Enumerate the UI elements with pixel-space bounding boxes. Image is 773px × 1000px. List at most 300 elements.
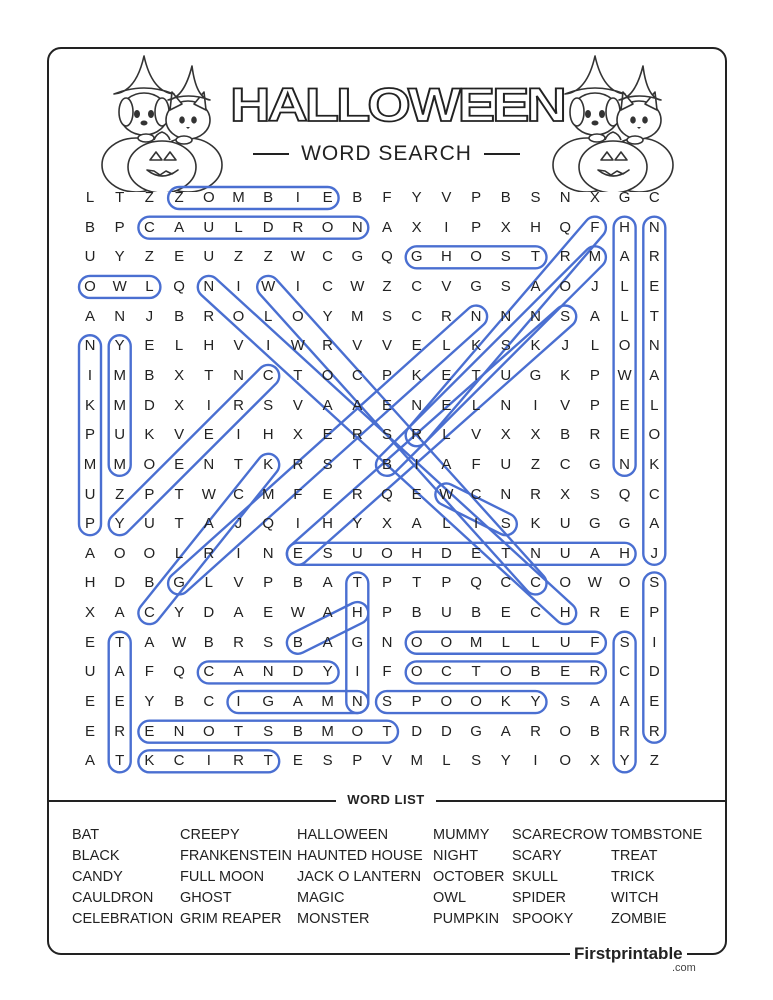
grid-letter: U — [84, 663, 96, 681]
grid-letter: N — [114, 307, 126, 325]
grid-letter: G — [410, 248, 423, 266]
grid-letter: O — [351, 722, 364, 740]
grid-letter: K — [144, 426, 155, 444]
grid-letter: S — [263, 396, 274, 414]
grid-letter: O — [143, 455, 156, 473]
grid-letter: G — [589, 515, 601, 533]
grid-letter: B — [560, 426, 571, 444]
grid-letter: I — [206, 752, 211, 770]
grid-letter: H — [619, 544, 631, 562]
grid-letter: V — [471, 426, 482, 444]
grid-letter: R — [322, 337, 334, 355]
grid-letter: Z — [174, 189, 184, 206]
grid-letter: D — [143, 396, 155, 414]
grid-letter: I — [533, 396, 538, 414]
grid-letter: V — [233, 337, 244, 355]
word-list-item: WITCH — [611, 890, 659, 906]
grid-letter: P — [471, 218, 482, 236]
grid-letter: D — [440, 722, 452, 740]
grid-letter: Q — [559, 218, 572, 236]
grid-letter: R — [648, 248, 660, 266]
grid-letter: E — [203, 426, 214, 444]
grid-letter: A — [619, 693, 630, 711]
grid-letter: A — [322, 604, 333, 622]
grid-letter: O — [113, 544, 126, 562]
grid-letter: S — [381, 693, 392, 711]
grid-letter: W — [439, 485, 454, 503]
grid-letter: X — [381, 515, 392, 533]
grid-letter: E — [471, 544, 482, 562]
grid-letter: O — [410, 663, 423, 681]
grid-letter: U — [143, 515, 155, 533]
grid-letter: R — [233, 752, 244, 770]
grid-letter: V — [441, 277, 452, 295]
grid-letter: C — [500, 574, 512, 592]
grid-letter: R — [530, 485, 541, 503]
grid-letter: C — [470, 485, 482, 503]
word-list-item: HALLOWEEN — [297, 827, 389, 843]
grid-letter: T — [233, 722, 244, 740]
grid-letter: G — [618, 515, 631, 533]
grid-letter: E — [411, 337, 422, 355]
grid-letter: C — [411, 277, 423, 295]
grid-letter: G — [262, 693, 275, 711]
grid-letter: E — [292, 752, 303, 770]
grid-letter: O — [559, 722, 572, 740]
grid-letter: T — [649, 307, 659, 325]
grid-letter: Y — [144, 693, 155, 711]
grid-letter: P — [411, 693, 422, 711]
grid-letter: P — [381, 366, 392, 384]
grid-letter: P — [381, 604, 392, 622]
grid-letter: B — [263, 189, 274, 206]
grid-letter: B — [589, 722, 600, 740]
grid-letter: X — [411, 218, 422, 236]
grid-letter: N — [500, 396, 512, 414]
grid-letter: Z — [382, 277, 392, 295]
word-list-item: MONSTER — [297, 911, 370, 927]
grid-letter: E — [322, 485, 333, 503]
grid-letter: N — [530, 544, 541, 562]
word-list-column-2 — [180, 825, 292, 930]
grid-letter: U — [114, 426, 126, 444]
grid-letter: Q — [381, 485, 393, 503]
grid-letter: O — [321, 366, 334, 384]
grid-letter: O — [381, 544, 393, 562]
grid-letter: P — [589, 396, 600, 414]
grid-letter: B — [352, 189, 363, 206]
grid-letter: N — [648, 218, 660, 236]
grid-letter: E — [84, 722, 95, 740]
grid-letter: H — [619, 218, 631, 236]
grid-letter: E — [619, 396, 630, 414]
grid-letter: P — [441, 574, 452, 592]
grid-letter: R — [440, 307, 452, 325]
grid-letter: A — [500, 722, 511, 740]
grid-letter: N — [530, 307, 541, 325]
grid-letter: R — [233, 396, 244, 414]
grid-letter: A — [174, 218, 185, 236]
grid-letter: Y — [174, 604, 185, 622]
grid-letter: Z — [649, 752, 659, 770]
grid-letter: C — [233, 485, 244, 503]
grid-letter: N — [500, 307, 512, 325]
grid-letter: C — [411, 307, 423, 325]
grid-letter: E — [144, 337, 155, 355]
grid-letter: A — [649, 515, 660, 533]
brand-domain: .com — [672, 962, 696, 974]
word-list-title: WORD LIST — [336, 790, 436, 810]
grid-letter: Q — [173, 277, 185, 295]
word-list-item: GRIM REAPER — [180, 911, 282, 927]
grid-letter: H — [84, 574, 96, 592]
grid-letter: E — [84, 693, 95, 711]
grid-letter: W — [201, 485, 216, 503]
grid-letter: D — [292, 663, 304, 681]
grid-letter: L — [650, 396, 659, 414]
grid-letter: A — [589, 544, 600, 562]
grid-letter: E — [322, 426, 333, 444]
grid-letter: F — [471, 455, 481, 473]
grid-letter: L — [501, 633, 510, 651]
grid-letter: L — [234, 218, 243, 236]
grid-letter: S — [322, 455, 333, 473]
grid-letter: R — [203, 307, 215, 325]
grid-letter: R — [411, 426, 423, 444]
grid-letter: L — [85, 189, 95, 206]
word-list-item: BAT — [72, 827, 100, 843]
grid-letter: T — [471, 663, 481, 681]
word-list-column-4 — [433, 825, 504, 930]
grid-letter: X — [174, 396, 185, 414]
grid-letter: V — [381, 752, 392, 770]
grid-letter: O — [470, 693, 482, 711]
grid-letter: I — [206, 396, 211, 414]
grid-letter: N — [470, 307, 482, 325]
grid-letter: Y — [114, 337, 125, 355]
grid-letter: H — [440, 248, 452, 266]
grid-letter: O — [440, 633, 453, 651]
grid-letter: O — [618, 574, 631, 592]
grid-letter: B — [84, 218, 95, 236]
grid-letter: U — [500, 455, 512, 473]
grid-letter: T — [471, 366, 481, 384]
grid-letter: Y — [322, 663, 333, 681]
grid-letter: K — [144, 752, 155, 770]
grid-letter: Z — [144, 189, 154, 206]
grid-letter: S — [500, 248, 511, 266]
word-list-item: CELEBRATION — [72, 911, 174, 927]
grid-letter: X — [560, 485, 571, 503]
grid-letter: M — [113, 455, 126, 473]
grid-letter: E — [263, 604, 274, 622]
grid-letter: T — [115, 633, 125, 651]
grid-letter: L — [442, 752, 451, 770]
grid-letter: G — [589, 455, 601, 473]
grid-letter: O — [648, 426, 661, 444]
page-title: HALLOWEEN — [230, 77, 564, 132]
grid-letter: I — [295, 515, 300, 533]
grid-letter: P — [263, 574, 274, 592]
grid-letter: O — [559, 574, 572, 592]
grid-letter: R — [351, 426, 363, 444]
grid-letter: N — [381, 633, 393, 651]
grid-letter: W — [290, 604, 305, 622]
grid-letter: G — [351, 633, 364, 651]
grid-letter: E — [174, 455, 185, 473]
grid-letter: R — [114, 722, 126, 740]
word-list-item: FRANKENSTEIN — [180, 848, 292, 864]
grid-letter: I — [236, 693, 241, 711]
grid-letter: W — [290, 337, 305, 355]
grid-letter: U — [559, 515, 571, 533]
grid-letter: G — [351, 248, 364, 266]
grid-letter: O — [440, 693, 453, 711]
grid-letter: R — [648, 722, 660, 740]
grid-letter: N — [173, 722, 185, 740]
word-list-column-3 — [297, 825, 423, 930]
grid-letter: O — [143, 544, 156, 562]
grid-letter: F — [590, 633, 600, 651]
grid-letter: V — [233, 574, 244, 592]
grid-letter: Z — [144, 248, 154, 266]
grid-letter: S — [589, 485, 600, 503]
grid-letter: O — [559, 752, 572, 770]
grid-letter: K — [560, 366, 571, 384]
grid-letter: A — [114, 604, 125, 622]
grid-letter: U — [84, 248, 96, 266]
grid-letter: N — [619, 455, 631, 473]
grid-letter: G — [618, 189, 631, 206]
grid-letter: F — [293, 485, 303, 503]
word-list-item: TREAT — [611, 848, 658, 864]
grid-letter: T — [530, 248, 541, 266]
grid-letter: W — [261, 277, 276, 295]
grid-letter: X — [500, 426, 511, 444]
word-list-item: SPIDER — [512, 890, 566, 906]
word-list-item: TRICK — [611, 869, 655, 885]
grid-letter: Y — [352, 515, 363, 533]
grid-letter: B — [174, 693, 185, 711]
grid-letter: A — [84, 307, 95, 325]
grid-letter: B — [174, 307, 185, 325]
grid-letter: T — [174, 515, 184, 533]
grid-letter: I — [355, 663, 360, 681]
grid-letter: F — [382, 663, 392, 681]
grid-letter: N — [351, 693, 363, 711]
grid-letter: Y — [619, 752, 630, 770]
grid-letter: V — [174, 426, 185, 444]
grid-letter: A — [589, 307, 600, 325]
grid-letter: H — [262, 426, 274, 444]
grid-letter: C — [648, 485, 660, 503]
page-subtitle: WORD SEARCH — [301, 142, 472, 165]
grid-letter: N — [84, 337, 96, 355]
grid-letter: E — [649, 693, 660, 711]
grid-letter: E — [441, 366, 452, 384]
grid-letter: P — [114, 218, 125, 236]
grid-letter: C — [143, 604, 155, 622]
grid-letter: L — [590, 337, 600, 355]
brand-logo-text: Firstprintable — [570, 944, 687, 964]
grid-letter: Y — [114, 515, 125, 533]
word-list-column-6 — [611, 825, 702, 930]
grid-letter: P — [589, 366, 600, 384]
grid-letter: M — [469, 633, 483, 651]
grid-letter: V — [441, 189, 452, 206]
grid-letter: O — [232, 307, 245, 325]
grid-letter: R — [589, 604, 601, 622]
grid-letter: S — [263, 722, 274, 740]
grid-letter: Y — [530, 693, 541, 711]
grid-letter: L — [145, 277, 154, 295]
grid-letter: S — [381, 307, 392, 325]
grid-letter: A — [619, 248, 630, 266]
grid-letter: C — [619, 663, 631, 681]
grid-letter: W — [350, 277, 365, 295]
grid-letter: Z — [233, 248, 244, 266]
grid-letter: I — [236, 544, 241, 562]
grid-letter: R — [292, 455, 304, 473]
word-list-item: SCARECROW — [512, 827, 608, 843]
word-list-item: GHOST — [180, 890, 232, 906]
word-list-item: OWL — [433, 890, 467, 906]
grid-letter: U — [203, 218, 215, 236]
word-list-column-5 — [512, 825, 608, 930]
word-list-item: CAULDRON — [72, 890, 154, 906]
grid-letter: C — [530, 574, 541, 592]
grid-letter: U — [500, 366, 512, 384]
grid-letter: H — [530, 218, 541, 236]
grid-letter: L — [174, 337, 184, 355]
grid-letter: A — [441, 455, 452, 473]
grid-letter: O — [618, 337, 631, 355]
grid-letter: C — [440, 663, 452, 681]
grid-letter: F — [144, 663, 154, 681]
found-word-capsule — [643, 572, 665, 742]
grid-letter: S — [530, 189, 541, 206]
grid-letter: T — [115, 752, 125, 770]
grid-letter: B — [471, 604, 482, 622]
grid-letter: C — [322, 248, 334, 266]
grid-letter: D — [262, 218, 274, 236]
grid-letter: P — [84, 426, 95, 444]
grid-letter: E — [114, 693, 125, 711]
grid-letter: S — [619, 633, 630, 651]
grid-letter: E — [411, 485, 422, 503]
grid-letter: J — [234, 515, 243, 533]
word-list-item: SKULL — [512, 869, 558, 885]
grid-letter: C — [648, 189, 660, 206]
grid-letter: I — [236, 277, 241, 295]
grid-letter: B — [144, 574, 155, 592]
grid-letter: O — [202, 722, 215, 740]
grid-letter: Q — [618, 485, 631, 503]
grid-letter: C — [322, 277, 334, 295]
grid-letter: O — [499, 663, 512, 681]
grid-letter: O — [292, 307, 304, 325]
grid-letter: W — [172, 633, 187, 651]
word-list-item: CANDY — [72, 869, 123, 885]
grid-letter: E — [441, 396, 452, 414]
word-list-item: FULL MOON — [180, 869, 265, 885]
grid-letter: F — [382, 189, 392, 206]
grid-letter: W — [587, 574, 602, 592]
word-list-item: BLACK — [72, 848, 120, 864]
grid-letter: C — [173, 752, 185, 770]
word-list-item: NIGHT — [433, 848, 479, 864]
word-list-column-1 — [72, 825, 173, 930]
grid-letter: W — [290, 248, 305, 266]
grid-letter: N — [411, 396, 423, 414]
grid-letter: B — [500, 189, 511, 206]
grid-letter: G — [470, 277, 482, 295]
grid-letter: A — [203, 515, 214, 533]
grid-letter: Z — [263, 248, 273, 266]
grid-letter: Y — [322, 307, 333, 325]
grid-letter: U — [559, 544, 571, 562]
word-list-item: CREEPY — [180, 827, 240, 843]
grid-letter: R — [619, 722, 631, 740]
word-list-item: TOMBSTONE — [611, 827, 703, 843]
grid-letter: M — [351, 307, 364, 325]
grid-letter: M — [113, 396, 126, 414]
grid-letter: R — [351, 485, 363, 503]
grid-letter: Z — [530, 455, 541, 473]
grid-letter: O — [559, 277, 572, 295]
grid-letter: T — [352, 574, 362, 592]
grid-letter: W — [617, 366, 632, 384]
grid-letter: Y — [411, 189, 422, 206]
grid-letter: B — [530, 663, 541, 681]
grid-letter: P — [84, 515, 95, 533]
grid-letter: A — [322, 574, 333, 592]
grid-letter: R — [292, 218, 304, 236]
grid-letter: J — [591, 277, 599, 295]
word-list-item: MUMMY — [433, 827, 490, 843]
grid-letter: N — [351, 218, 363, 236]
grid-letter: N — [233, 366, 244, 384]
grid-letter: N — [262, 544, 274, 562]
word-list-item: PUMPKIN — [433, 911, 500, 927]
grid-letter: T — [352, 455, 362, 473]
grid-letter: A — [292, 693, 303, 711]
word-list-item: OCTOBER — [433, 869, 505, 885]
grid-letter: E — [381, 396, 392, 414]
grid-letter: E — [292, 544, 303, 562]
grid-letter: L — [174, 544, 184, 562]
grid-letter: A — [114, 663, 125, 681]
grid-letter: F — [590, 218, 600, 236]
grid-letter: S — [500, 515, 511, 533]
grid-letter: H — [322, 515, 334, 533]
grid-letter: B — [144, 366, 155, 384]
grid-letter: Q — [381, 248, 393, 266]
grid-letter: S — [649, 574, 660, 592]
grid-letter: M — [321, 722, 334, 740]
grid-letter: M — [113, 366, 126, 384]
grid-letter: T — [382, 722, 392, 740]
grid-letter: X — [589, 189, 600, 206]
grid-letter: D — [411, 722, 423, 740]
grid-letter: D — [114, 574, 126, 592]
grid-letter: G — [529, 366, 542, 384]
grid-letter: L — [620, 307, 629, 325]
grid-letter: J — [650, 544, 659, 562]
grid-letter: M — [410, 752, 423, 770]
grid-letter: E — [84, 633, 95, 651]
grid-letter: Y — [114, 248, 125, 266]
